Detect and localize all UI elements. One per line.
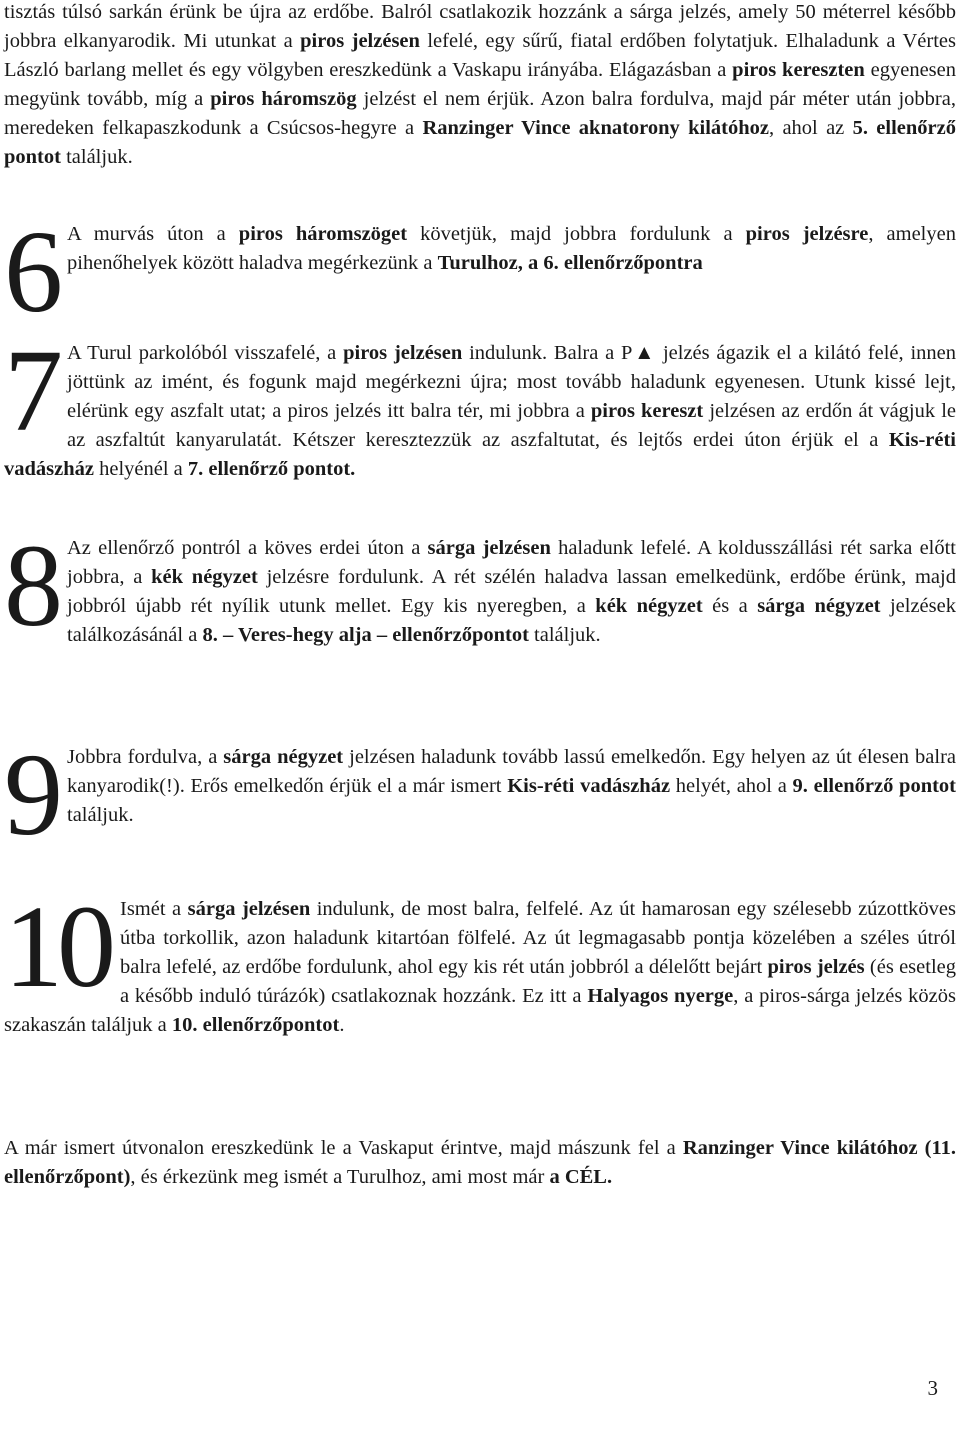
section-6-text: A murvás úton a piros háromszöget követjük, majd jobbra fordulunk a piros jelzésre, amelyen pihenőhelyek között haladva megérkezünk a Turulhoz, a 6. ellenőrzőpontra — [67, 223, 956, 274]
section-10 — [4, 881, 956, 1040]
section-number-6: 6 — [4, 206, 63, 337]
section-number-10: 10 — [4, 881, 110, 1012]
page-number: 3 — [927, 1376, 938, 1400]
section-9 — [4, 729, 957, 860]
section-8 — [4, 520, 957, 651]
section-7 — [4, 325, 956, 484]
section-8-text: Az ellenőrző pontról a köves erdei úton a sárga jelzésen haladunk lefelé. A koldusszállási rét sarka előtt jobbra, a kék négyzet jelzésre fordulunk. A rét szélén haladva lassan emelkedünk, erdőbe érünk, majd jobbról újabb rét nyílik utunk mellet. Egy kis nyeregben, a kék négyzet és a sárga négyzet jelzések találkozásánál a 8. – Veres-hegy alja – ellenőrzőpontot találjuk. — [67, 537, 957, 646]
section-number-7: 7 — [4, 325, 63, 456]
finale-section — [4, 1134, 956, 1192]
section-6 — [4, 206, 956, 337]
section-7-text: A Turul parkolóból visszafelé, a piros jelzésen indulunk. Balra a P▲ jelzés ágazik el a kilátó felé, innen jöttünk az imént, és fogunk majd megérkezni újra; most tovább haladunk egyenesen. Utunk kissé lejt, elérünk egy aszfalt utat; a piros jelzés itt balra tér, mi jobbra a piros kereszt jelzésen az erdőn át vágjuk le az aszfaltút kanyarulatát. Kétszer keresztezzük az aszfaltutat, és lejtős erdei úton érjük el a Kis-réti vadászház helyénél a 7. ellenőrző pontot. — [4, 342, 956, 480]
finale-paragraph: A már ismert útvonalon ereszkedünk le a Vaskaput érintve, majd mászunk fel a Ranzinger Vince kilátóhoz (11. ellenőrzőpont), és érkezünk meg ismét a Turulhoz, ami most már a CÉL. — [4, 1137, 956, 1188]
intro-paragraph: tisztás túlsó sarkán érünk be újra az erdőbe. Balról csatlakozik hozzánk a sárga jelzés, amely 50 méterrel később jobbra elkanyarodik. Mi utunkat a piros jelzésen lefelé, egy sűrű, fiatal erdőben folytatjuk. Elhaladunk a Vértes László barlang mellet és egy völgyben ereszkedünk a Vaskapu irányába. Elágazásban a piros kereszten egyenesen megyünk tovább, míg a piros háromszög jelzést el nem érjük. Azon balra fordulva, majd pár méter után jobbra, meredeken felkapaszkodunk a Csúcsos-hegyre a Ranzinger Vince aknatorony kilátóhoz, ahol az 5. ellenőrző pontot találjuk. — [4, 1, 957, 168]
section-9-text: Jobbra fordulva, a sárga négyzet jelzésen haladunk tovább lassú emelkedőn. Egy helyen az út élesen balra kanyarodik(!). Erős emelkedőn érjük el a már ismert Kis-réti vadászház helyét, ahol a 9. ellenőrző pontot találjuk. — [67, 746, 957, 826]
section-10-text: Ismét a sárga jelzésen indulunk, de most balra, felfelé. Az út hamarosan egy szélesebb zúzottköves útba torkollik, azon haladunk kitartóan fölfelé. Az út legmagasabb pontja közelében a széles útról balra lefelé, az erdőbe fordulunk, ahol egy kis rét után jobbról a délelőtt bejárt piros jelzés (és esetleg a később induló túrázók) csatlakoznak hozzánk. Ez itt a Halyagos nyerge, a piros-sárga jelzés közös szakaszán találjuk a 10. ellenőrzőpontot. — [4, 898, 956, 1036]
section-number-9: 9 — [4, 729, 63, 860]
intro-section — [4, 0, 956, 172]
section-number-8: 8 — [4, 520, 63, 651]
